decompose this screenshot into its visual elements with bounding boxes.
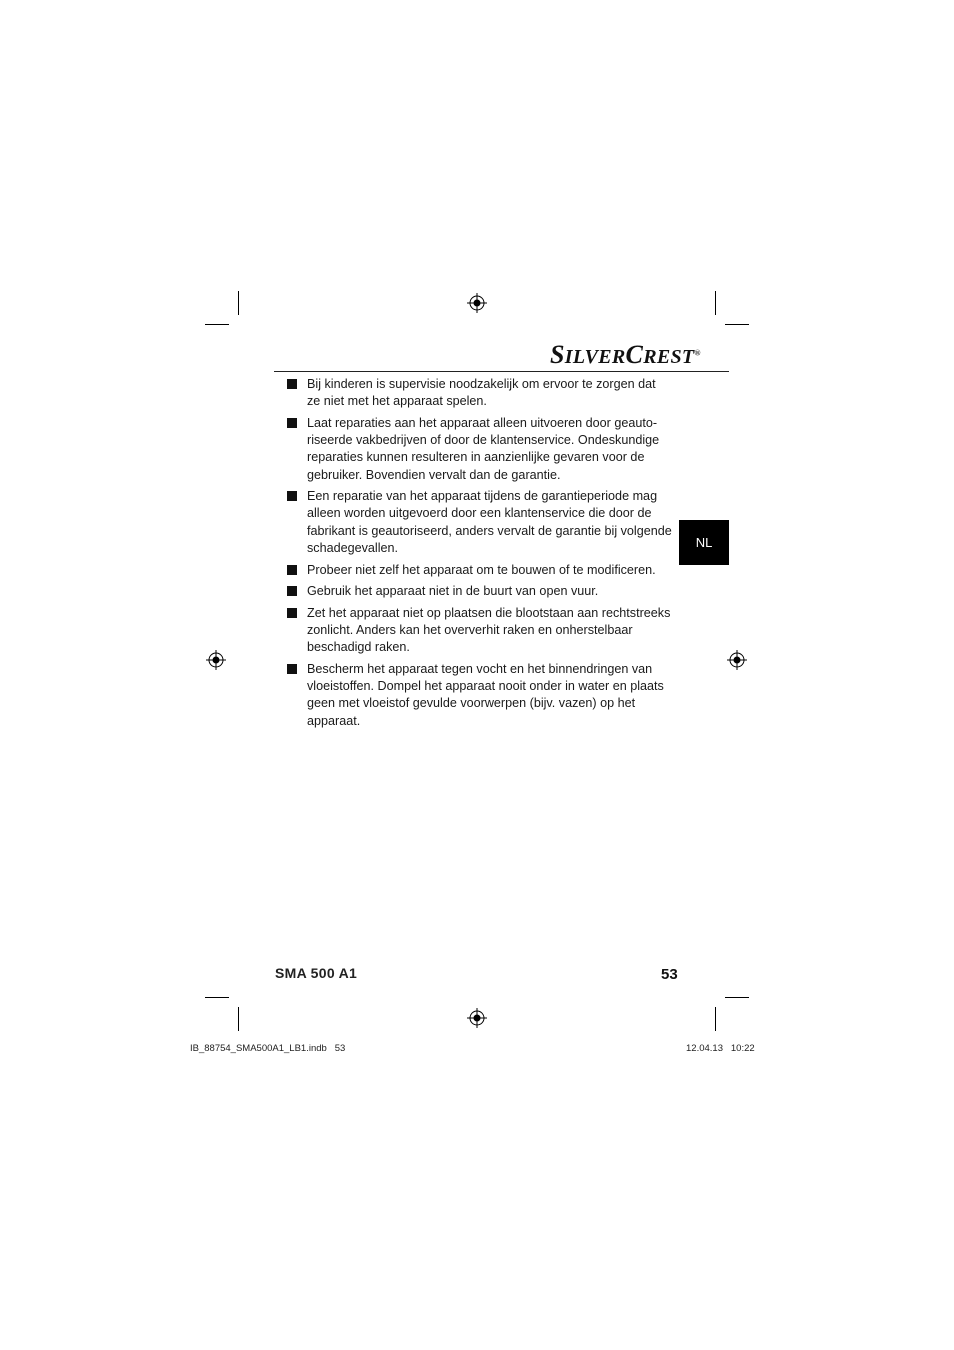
header-rule <box>274 371 729 372</box>
crop-mark <box>725 324 749 325</box>
bullet-square-icon <box>287 491 297 501</box>
bullet-square-icon <box>287 608 297 618</box>
crop-mark <box>725 997 749 998</box>
registration-mark-icon <box>467 293 487 313</box>
crop-mark <box>238 1007 239 1031</box>
crop-mark <box>238 291 239 315</box>
crop-mark <box>715 291 716 315</box>
page-number: 53 <box>661 966 678 983</box>
bullet-square-icon <box>287 418 297 428</box>
brand-logo: SILVERCREST® <box>550 340 701 369</box>
list-item: Zet het apparaat niet op plaatsen die blootstaan aan rechtstreeks zonlicht. Anders kan het oververhit raken en onherstelbaar beschadigd raken. <box>287 605 672 657</box>
bullet-square-icon <box>287 379 297 389</box>
list-item: Een reparatie van het apparaat tijdens de garantieperiode mag alleen worden uitgevoerd door een klantenservice die door de fabrikant is geautoriseerd, anders vervalt de garantie bij volgende schadegevallen. <box>287 488 672 557</box>
safety-list <box>287 376 672 734</box>
list-item: Laat reparaties aan het apparaat alleen uitvoeren door geautoriseerde vakbedrijven of door de klantenservice. Ondeskundige reparaties kunnen resulteren in aanzienlijke gevaren voor de gebruiker. Bovendien vervalt dan de garantie. <box>287 415 672 484</box>
registration-mark-icon <box>206 650 226 670</box>
list-item: Bescherm het apparaat tegen vocht en het binnendringen van vloeistoffen. Dompel het apparaat nooit onder in water en plaats geen met vloeistof gevulde voorwerpen (bijv. vazen) op het apparaat. <box>287 661 672 730</box>
bullet-square-icon <box>287 664 297 674</box>
bullet-square-icon <box>287 586 297 596</box>
print-date-info: 12.04.13 10:22 <box>686 1043 755 1054</box>
bullet-square-icon <box>287 565 297 575</box>
print-file-info: IB_88754_SMA500A1_LB1.indb 53 <box>190 1043 346 1054</box>
registration-mark-icon <box>467 1008 487 1028</box>
list-item: Gebruik het apparaat niet in de buurt van open vuur. <box>287 583 672 600</box>
list-item: Bij kinderen is supervisie noodzakelijk om ervoor te zorgen dat ze niet met het apparaat spelen. <box>287 376 672 410</box>
language-tab: NL <box>679 520 729 565</box>
crop-mark <box>205 324 229 325</box>
registration-mark-icon <box>727 650 747 670</box>
model-name: SMA 500 A1 <box>275 965 358 981</box>
list-item: Probeer niet zelf het apparaat om te bouwen of te modificeren. <box>287 562 672 579</box>
crop-mark <box>715 1007 716 1031</box>
crop-mark <box>205 997 229 998</box>
